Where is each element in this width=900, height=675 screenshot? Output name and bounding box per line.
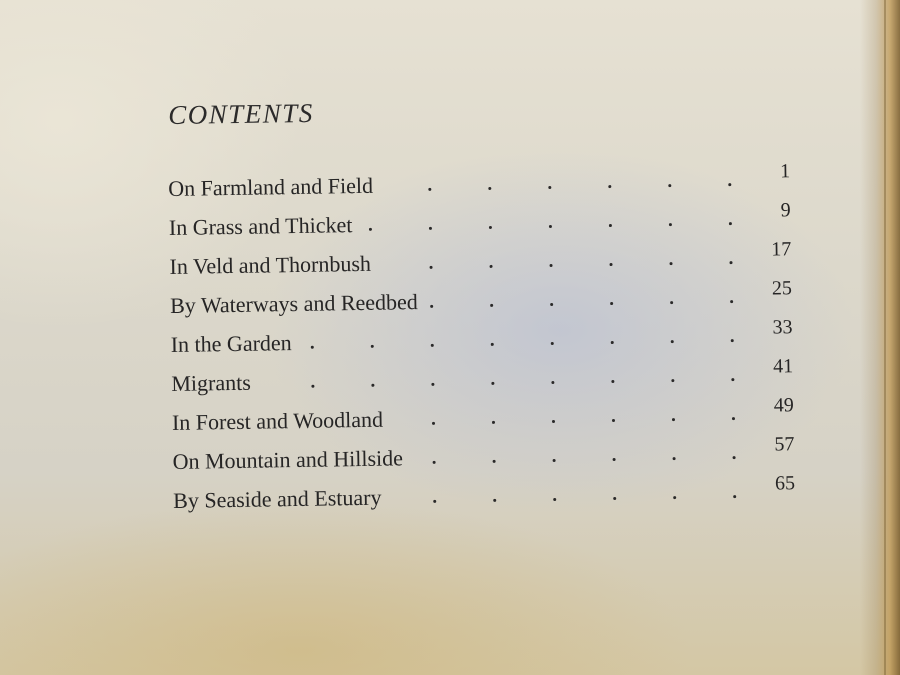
leader-dot — [670, 301, 673, 304]
page-edge-shadow — [860, 0, 900, 675]
toc-entry-page: 57 — [774, 433, 795, 456]
leader-dot — [610, 263, 613, 266]
leader-dot — [431, 344, 434, 347]
leader-dot — [728, 183, 731, 186]
leader-dot — [548, 186, 551, 189]
leader-dot — [729, 222, 732, 225]
toc-entry-title: In Forest and Woodland — [171, 406, 384, 435]
dot-leader — [171, 362, 751, 397]
leader-dot — [670, 262, 673, 265]
leader-dot — [311, 385, 314, 388]
leader-dot — [673, 496, 676, 499]
toc-entry-title: By Seaside and Estuary — [172, 484, 382, 513]
leader-dot — [673, 457, 676, 460]
toc-entry-page: 25 — [771, 277, 793, 300]
leader-dot — [493, 460, 496, 463]
leader-dot — [551, 342, 554, 345]
toc-entry-title: On Mountain and Hillside — [172, 445, 404, 474]
leader-dot — [433, 500, 436, 503]
leader-dot — [371, 345, 374, 348]
leader-dot — [671, 340, 674, 343]
leader-dot — [613, 497, 616, 500]
toc-entry-page: 1 — [779, 160, 791, 183]
toc-entry-page: 17 — [771, 238, 792, 261]
toc-entry-page: 41 — [772, 355, 794, 378]
toc-entry-title: In the Garden — [170, 330, 292, 357]
leader-dot — [611, 341, 614, 344]
toc-entry-page: 33 — [772, 316, 793, 339]
leader-dot — [611, 380, 614, 383]
leader-dot — [430, 266, 433, 269]
leader-dot — [613, 458, 616, 461]
contents-heading: CONTENTS — [168, 97, 314, 130]
leader-dot — [550, 264, 553, 267]
leader-dot — [733, 456, 736, 459]
leader-dot — [609, 224, 612, 227]
leader-dot — [428, 188, 431, 191]
leader-dot — [490, 304, 493, 307]
leader-dot — [493, 499, 496, 502]
leader-dot — [311, 346, 314, 349]
leader-dot — [491, 382, 494, 385]
toc-entry-title: In Veld and Thornbush — [169, 250, 372, 279]
leader-dot — [431, 383, 434, 386]
leader-dot — [488, 187, 491, 190]
toc-entry-title: On Farmland and Field — [168, 172, 374, 201]
leader-dot — [672, 418, 675, 421]
leader-dot — [733, 495, 736, 498]
toc-entry-page: 65 — [774, 472, 796, 495]
toc-entry-title: By Waterways and Reedbed — [169, 289, 418, 318]
toc-entry-page: 49 — [773, 394, 794, 417]
leader-dot — [430, 305, 433, 308]
leader-dot — [491, 343, 494, 346]
leader-dot — [552, 420, 555, 423]
leader-dot — [668, 184, 671, 187]
leader-dot — [492, 421, 495, 424]
leader-dot — [553, 498, 556, 501]
leader-dot — [669, 223, 672, 226]
leader-dot — [551, 381, 554, 384]
leader-dot — [610, 302, 613, 305]
toc-entry-title: In Grass and Thicket — [168, 212, 353, 240]
leader-dot — [489, 226, 492, 229]
toc-entry-page: 9 — [780, 199, 791, 222]
leader-dot — [671, 379, 674, 382]
leader-dot — [612, 419, 615, 422]
leader-dot — [731, 339, 734, 342]
leader-dot — [732, 417, 735, 420]
leader-dot — [550, 303, 553, 306]
leader-dot — [608, 185, 611, 188]
leader-dot — [369, 228, 372, 231]
leader-dot — [549, 225, 552, 228]
leader-dot — [553, 459, 556, 462]
page-edge-line — [884, 0, 886, 675]
leader-dot — [433, 461, 436, 464]
leader-dot — [730, 300, 733, 303]
leader-dot — [731, 378, 734, 381]
leader-dot — [371, 384, 374, 387]
toc-entry-title: Migrants — [171, 369, 251, 396]
table-of-contents — [168, 160, 813, 521]
leader-dot — [490, 265, 493, 268]
leader-dot — [730, 261, 733, 264]
leader-dot — [429, 227, 432, 230]
leader-dot — [432, 422, 435, 425]
